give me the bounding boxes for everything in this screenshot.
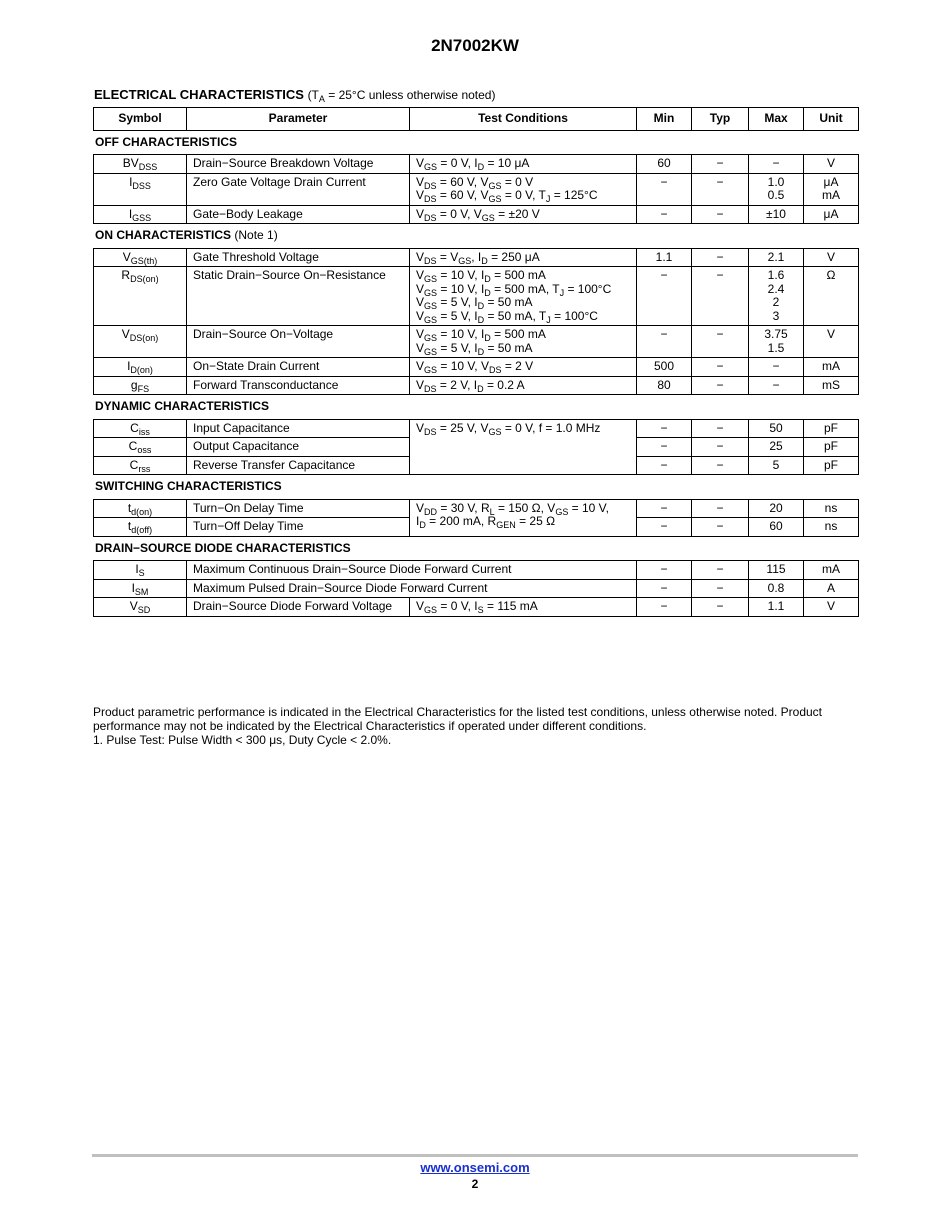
symbol-cell: $I_{GSS}$: [94, 205, 187, 224]
parameter-cell: Drain−Source Diode Forward Voltage: [187, 598, 410, 617]
footnotes: [93, 705, 858, 747]
unit-cell: V: [804, 326, 859, 358]
symbol-cell: $C_{rss}$: [94, 456, 187, 475]
symbol-cell: $I_{SM}$: [94, 579, 187, 598]
table-row: [94, 173, 859, 205]
max-cell: −: [749, 358, 804, 377]
typ-cell: −: [692, 248, 749, 267]
col-header-test-conditions: Test Conditions: [410, 108, 637, 131]
unit-cell: ns: [804, 518, 859, 537]
group-row-on: ON CHARACTERISTICS (Note 1): [94, 224, 859, 249]
max-cell: 115: [749, 561, 804, 580]
unit-cell: pF: [804, 419, 859, 438]
unit-cell: ns: [804, 499, 859, 518]
electrical-characteristics-table: [93, 107, 859, 617]
conditions-cell: $V_{GS} = 10$ V, $I_D = 500$ mA $V_{GS} = 10$ V, $I_D = 500$ mA, $T_J = 100^\circ C$ $V_{GS} = 5$ V, $I_D = 50$ mA $V_{GS} = 5$ V, $I_D = 50$ mA, $T_J = 100^\circ C$: [410, 267, 637, 326]
symbol-cell: $BV_{DSS}$: [94, 155, 187, 174]
symbol-cell: $t_{d(off)}$: [94, 518, 187, 537]
parameter-cell: Input Capacitance: [187, 419, 410, 438]
conditions-cell: $V_{DD} = 30$ V, $R_L = 150$ Ω, $V_{GS} = 10$ V, $I_D = 200$ mA, $R_{GEN} = 25$ Ω: [410, 499, 637, 536]
typ-cell: −: [692, 155, 749, 174]
unit-cell: μA: [804, 205, 859, 224]
conditions-cell: $V_{GS} = 10$ V, $V_{DS} = 2$ V: [410, 358, 637, 377]
symbol-cell: $R_{DS(on)}$: [94, 267, 187, 326]
typ-cell: −: [692, 438, 749, 457]
max-cell: 1.0 0.5: [749, 173, 804, 205]
parameter-cell: Gate−Body Leakage: [187, 205, 410, 224]
typ-cell: −: [692, 499, 749, 518]
unit-cell: V: [804, 598, 859, 617]
unit-cell: mA: [804, 358, 859, 377]
symbol-cell: $C_{oss}$: [94, 438, 187, 457]
typ-cell: −: [692, 456, 749, 475]
min-cell: −: [637, 518, 692, 537]
max-cell: −: [749, 376, 804, 395]
conditions-cell: $V_{DS} = 60$ V, $V_{GS} = 0$ V $V_{DS} = 60$ V, $V_{GS} = 0$ V, $T_J = 125^\circ C$: [410, 173, 637, 205]
conditions-cell: $V_{GS} = 0$ V, $I_D = 10$ μA: [410, 155, 637, 174]
min-cell: 1.1: [637, 248, 692, 267]
min-cell: 500: [637, 358, 692, 377]
parameter-cell: On−State Drain Current: [187, 358, 410, 377]
min-cell: 80: [637, 376, 692, 395]
footnote-1: 1. Pulse Test: Pulse Width < 300 μs, Duty Cycle < 2.0%.: [93, 733, 392, 747]
typ-cell: −: [692, 326, 749, 358]
table-row: [94, 579, 859, 598]
group-row-diode: DRAIN−SOURCE DIODE CHARACTERISTICS: [94, 536, 859, 561]
max-cell: ±10: [749, 205, 804, 224]
typ-cell: −: [692, 173, 749, 205]
footer-divider: [92, 1154, 858, 1157]
col-header-symbol: Symbol: [94, 108, 187, 131]
group-row-off: OFF CHARACTERISTICS: [94, 130, 859, 155]
symbol-cell: $V_{GS(th)}$: [94, 248, 187, 267]
conditions-cell: $V_{DS} = 25$ V, $V_{GS} = 0$ V, f = 1.0 MHz: [410, 419, 637, 475]
typ-cell: −: [692, 419, 749, 438]
max-cell: 3.75 1.5: [749, 326, 804, 358]
parameter-cell: Zero Gate Voltage Drain Current: [187, 173, 410, 205]
symbol-cell: $I_{DSS}$: [94, 173, 187, 205]
max-cell: 25: [749, 438, 804, 457]
footer-website-link[interactable]: www.onsemi.com: [420, 1160, 530, 1175]
typ-cell: −: [692, 518, 749, 537]
conditions-cell: $V_{DS} = 2$ V, $I_D = 0.2$ A: [410, 376, 637, 395]
max-cell: 60: [749, 518, 804, 537]
typ-cell: −: [692, 579, 749, 598]
max-cell: 2.1: [749, 248, 804, 267]
typ-cell: −: [692, 358, 749, 377]
parameter-cell: Forward Transconductance: [187, 376, 410, 395]
max-cell: 5: [749, 456, 804, 475]
conditions-cell: $V_{GS} = 10$ V, $I_D = 500$ mA $V_{GS} = 5$ V, $I_D = 50$ mA: [410, 326, 637, 358]
min-cell: −: [637, 438, 692, 457]
parameter-cell: Turn−On Delay Time: [187, 499, 410, 518]
table-row: [94, 419, 859, 438]
unit-cell: pF: [804, 438, 859, 457]
max-cell: 50: [749, 419, 804, 438]
col-header-parameter: Parameter: [187, 108, 410, 131]
parameter-cell: Gate Threshold Voltage: [187, 248, 410, 267]
table-header-row: [94, 108, 859, 131]
min-cell: −: [637, 499, 692, 518]
section-condition: ($T_A = 25^\circ C$ unless otherwise noted): [307, 88, 496, 104]
unit-cell: V: [804, 155, 859, 174]
table-row: [94, 358, 859, 377]
unit-cell: pF: [804, 456, 859, 475]
parameter-cell: Static Drain−Source On−Resistance: [187, 267, 410, 326]
min-cell: −: [637, 205, 692, 224]
max-cell: 20: [749, 499, 804, 518]
col-header-min: Min: [637, 108, 692, 131]
parameter-cell: Drain−Source On−Voltage: [187, 326, 410, 358]
min-cell: −: [637, 561, 692, 580]
col-header-typ: Typ: [692, 108, 749, 131]
typ-cell: −: [692, 376, 749, 395]
min-cell: 60: [637, 155, 692, 174]
unit-cell: mS: [804, 376, 859, 395]
typ-cell: −: [692, 561, 749, 580]
section-title-text: ELECTRICAL CHARACTERISTICS: [94, 87, 304, 102]
parameter-cell: Maximum Continuous Drain−Source Diode Forward Current: [187, 561, 637, 580]
unit-cell: mA: [804, 561, 859, 580]
table-row: [94, 155, 859, 174]
conditions-cell: $V_{DS} = 0$ V, $V_{GS} = \pm 20$ V: [410, 205, 637, 224]
page-header-part-number: 2N7002KW: [431, 36, 519, 55]
table-row: [94, 248, 859, 267]
conditions-cell: $V_{GS} = 0$ V, $I_S = 115$ mA: [410, 598, 637, 617]
page-number: 2: [471, 1177, 479, 1191]
col-header-max: Max: [749, 108, 804, 131]
min-cell: −: [637, 173, 692, 205]
typ-cell: −: [692, 205, 749, 224]
symbol-cell: $I_{D(on)}$: [94, 358, 187, 377]
disclaimer-text: Product parametric performance is indicated in the Electrical Characteristics for the listed test conditions, unless otherwise noted. Product performance may not be indicated by the Electrical Characteristics if operated under different conditions.: [93, 705, 823, 733]
conditions-cell: $V_{DS} = V_{GS}$, $I_D = 250$ μA: [410, 248, 637, 267]
table-row: [94, 561, 859, 580]
min-cell: −: [637, 326, 692, 358]
section-title: [94, 87, 495, 102]
unit-cell: A: [804, 579, 859, 598]
min-cell: −: [637, 419, 692, 438]
parameter-cell: Turn−Off Delay Time: [187, 518, 410, 537]
max-cell: 1.6 2.4 2 3: [749, 267, 804, 326]
symbol-cell: $g_{FS}$: [94, 376, 187, 395]
typ-cell: −: [692, 598, 749, 617]
table-row: [94, 598, 859, 617]
table-row: [94, 499, 859, 518]
parameter-cell: Maximum Pulsed Drain−Source Diode Forward Current: [187, 579, 637, 598]
max-cell: 0.8: [749, 579, 804, 598]
symbol-cell: $V_{DS(on)}$: [94, 326, 187, 358]
parameter-cell: Drain−Source Breakdown Voltage: [187, 155, 410, 174]
max-cell: −: [749, 155, 804, 174]
table-row: [94, 267, 859, 326]
table-row: [94, 205, 859, 224]
table-row: [94, 376, 859, 395]
min-cell: −: [637, 267, 692, 326]
group-row-dynamic: DYNAMIC CHARACTERISTICS: [94, 395, 859, 420]
unit-cell: Ω: [804, 267, 859, 326]
symbol-cell: $I_S$: [94, 561, 187, 580]
parameter-cell: Reverse Transfer Capacitance: [187, 456, 410, 475]
col-header-unit: Unit: [804, 108, 859, 131]
symbol-cell: $t_{d(on)}$: [94, 499, 187, 518]
min-cell: −: [637, 456, 692, 475]
typ-cell: −: [692, 267, 749, 326]
min-cell: −: [637, 579, 692, 598]
unit-cell: μA mA: [804, 173, 859, 205]
min-cell: −: [637, 598, 692, 617]
symbol-cell: $C_{iss}$: [94, 419, 187, 438]
group-row-switching: SWITCHING CHARACTERISTICS: [94, 475, 859, 500]
parameter-cell: Output Capacitance: [187, 438, 410, 457]
unit-cell: V: [804, 248, 859, 267]
symbol-cell: $V_{SD}$: [94, 598, 187, 617]
max-cell: 1.1: [749, 598, 804, 617]
table-row: [94, 326, 859, 358]
